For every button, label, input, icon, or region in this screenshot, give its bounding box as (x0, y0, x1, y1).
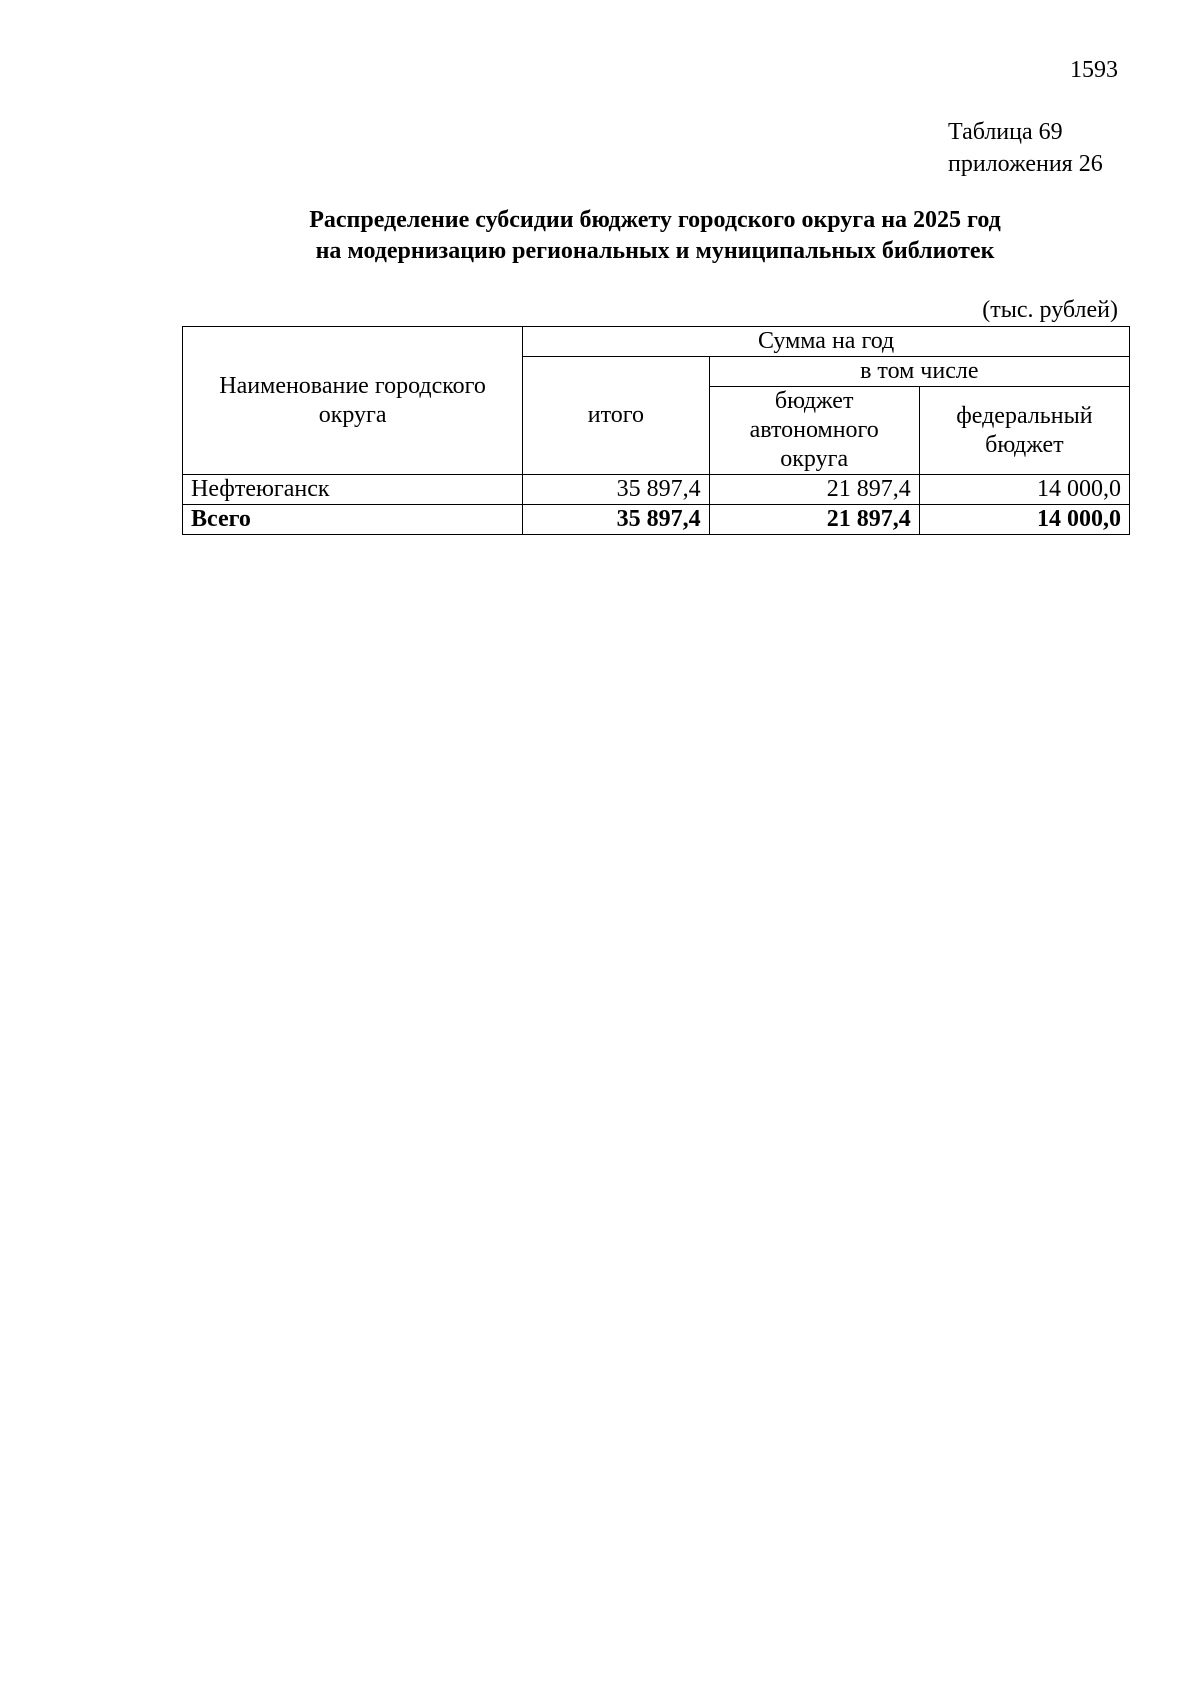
page-number: 1593 (1070, 57, 1118, 83)
total-cell-name: Всего (183, 505, 523, 535)
cell-total: 35 897,4 (523, 475, 709, 505)
header-row-1 (183, 327, 1130, 357)
document-title (180, 205, 1130, 267)
header-ao-budget: бюджет автономного округа (709, 387, 919, 475)
total-cell-ao-budget: 21 897,4 (709, 505, 919, 535)
table-reference-line-2: приложения 26 (948, 151, 1103, 177)
cell-federal-budget: 14 000,0 (919, 475, 1129, 505)
table-row (183, 475, 1130, 505)
header-name: Наименование городского округа (183, 327, 523, 475)
total-row (183, 505, 1130, 535)
table-reference-line-1: Таблица 69 (948, 119, 1063, 145)
document-title-line-2: на модернизацию региональных и муниципальных библиотек (315, 238, 995, 264)
subsidy-distribution-table (182, 326, 1130, 535)
header-federal-budget: федеральный бюджет (919, 387, 1129, 475)
cell-ao-budget: 21 897,4 (709, 475, 919, 505)
cell-name: Нефтеюганск (183, 475, 523, 505)
total-cell-total: 35 897,4 (523, 505, 709, 535)
unit-label: (тыс. рублей) (982, 297, 1118, 323)
header-total: итого (523, 357, 709, 475)
table-reference (948, 116, 1103, 180)
document-title-line-1: Распределение субсидии бюджету городского округа на 2025 год (309, 207, 1001, 233)
header-including: в том числе (709, 357, 1129, 387)
total-cell-federal-budget: 14 000,0 (919, 505, 1129, 535)
header-sum-year: Сумма на год (523, 327, 1130, 357)
